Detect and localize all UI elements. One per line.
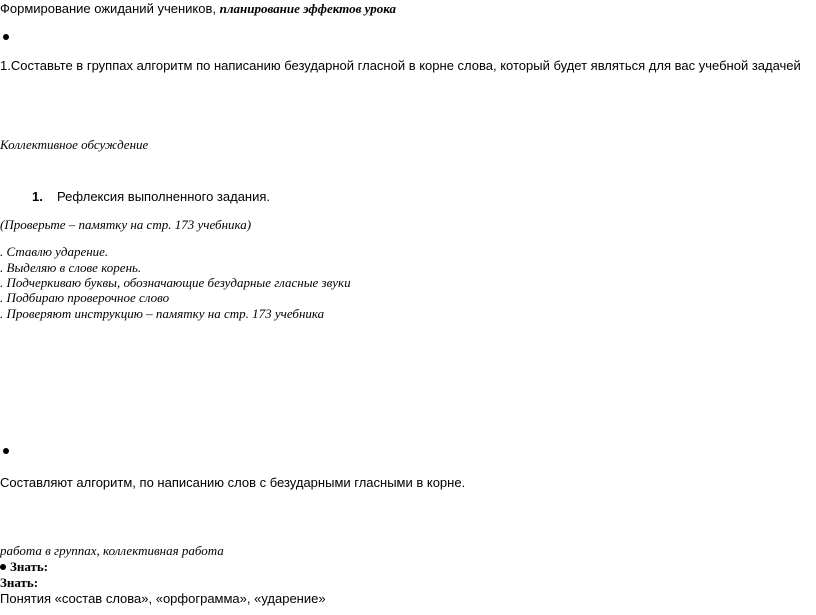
reflection-number: 1. [32, 189, 43, 204]
step-item: . Подчеркиваю буквы, обозначающие безударные гласные звуки [0, 275, 351, 290]
bullet-icon [0, 564, 6, 570]
know-label: Знать: [0, 575, 39, 590]
step-item: . Ставлю ударение. [0, 244, 109, 259]
header-prefix: Формирование ожиданий учеников, [0, 1, 220, 16]
step-item: . Проверяют инструкцию – памятку на стр. 173 учебника [0, 306, 325, 321]
collective-discussion: Коллективное обсуждение [0, 137, 149, 152]
step-item: . Выделяю в слове корень. [0, 260, 142, 275]
group-work: работа в группах, коллективная работа [0, 543, 224, 558]
header-emphasis: планирование эффектов урока [219, 1, 397, 16]
concepts-line: Понятия «состав слова», «орфограмма», «ударение» [0, 591, 326, 606]
check-note: (Проверьте – памятку на стр. 173 учебника) [0, 217, 252, 232]
reflection-text: Рефлексия выполненного задания. [57, 189, 271, 204]
algorithm-line: Составляют алгоритм, по написанию слов с безударными гласными в корне. [0, 475, 466, 490]
header-line [0, 1, 396, 17]
bullet-icon [3, 34, 9, 40]
know-label: Знать: [10, 559, 49, 574]
know-bullet-line [0, 559, 48, 575]
task-1-text: 1.Составьте в группах алгоритм по написанию безударной гласной в корне слова, который будет являться для вас учебной задачей [0, 58, 801, 73]
bullet-icon [3, 448, 9, 454]
reflection-item [32, 189, 270, 205]
step-item: . Подбираю проверочное слово [0, 290, 170, 305]
